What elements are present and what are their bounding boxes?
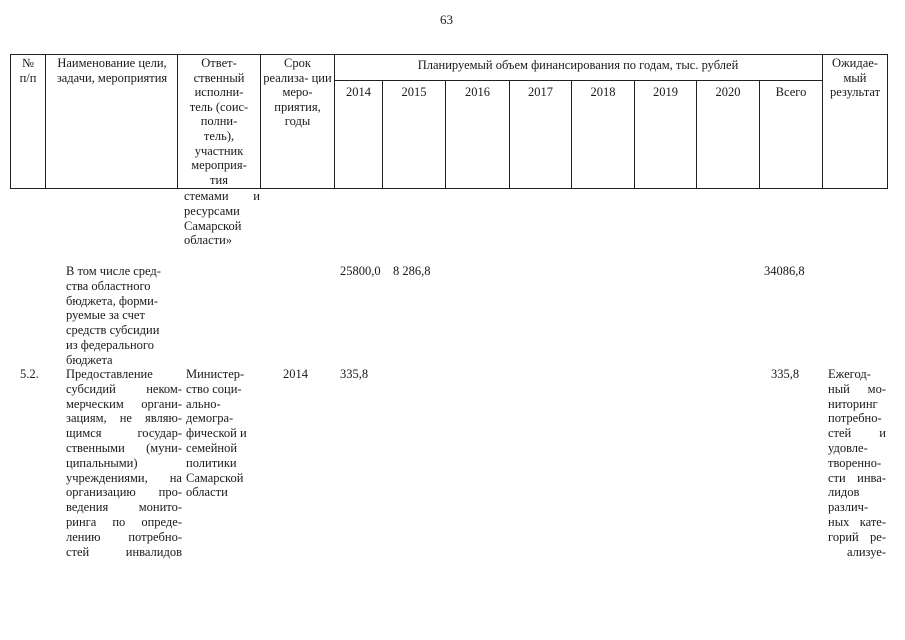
row-5-2-2014: 335,8: [340, 367, 369, 381]
column-divider: [445, 80, 446, 189]
row-federal-2015: 8 286,8: [393, 264, 431, 278]
page-number: 63: [440, 12, 453, 27]
row-5-2-name: Предоставление субсидий неком- мерческим органи- зациям, не являю- щимся государ- ственными (муни- ципальными) учреждениями, на организацию про- ведения монито- ринга по опреде- лению потребно- стей инвалидов: [66, 367, 182, 559]
row-federal-total: 34086,8: [764, 264, 805, 278]
header-year-2014: 2014: [346, 85, 371, 99]
header-bottom-border: [10, 188, 888, 189]
table-header: [10, 54, 888, 190]
column-divider: [177, 54, 178, 189]
header-name: Наименование цели, задачи, мероприятия: [56, 56, 168, 85]
header-financing: Планируемый объем финансирования по годам, тыс. рублей: [417, 58, 739, 72]
column-divider: [10, 54, 11, 189]
header-total: Всего: [775, 85, 807, 99]
years-row-divider: [334, 80, 822, 81]
row-federal-name: В том числе сред- ства областного бюджета, форми- руемые за счет средств субсидии из федерального бюджета: [66, 264, 161, 367]
row-5-2-executor: Министер- ство соци- ально- демогра- фической и семейной политики Самарской области: [186, 367, 247, 500]
row-5-2-term: 2014: [283, 367, 308, 381]
column-divider: [887, 54, 888, 189]
row-5-2-number: 5.2.: [20, 367, 39, 381]
header-year-2019: 2019: [653, 85, 678, 99]
column-divider: [509, 80, 510, 189]
column-divider: [634, 80, 635, 189]
row-federal-2014: 25800,0: [340, 264, 381, 278]
column-divider: [759, 80, 760, 189]
header-term: Срок реализа- ции меро- приятия, годы: [263, 56, 332, 129]
header-result: Ожидае- мый результат: [829, 56, 881, 100]
header-year-2016: 2016: [465, 85, 490, 99]
row-5-2-total: 335,8: [771, 367, 800, 381]
header-year-2018: 2018: [590, 85, 616, 99]
header-year-2015: 2015: [401, 85, 427, 99]
column-divider: [260, 54, 261, 189]
column-divider: [696, 80, 697, 189]
column-divider: [571, 80, 572, 189]
header-year-2020: 2020: [715, 85, 741, 99]
column-divider: [382, 80, 383, 189]
column-divider: [45, 54, 46, 189]
row-5-2-result: Ежегод- ный мо- ниторинг потребно- стей и удовле- творенно- сти инва- лидов различ- ных кате- горий ре- ализуе-: [828, 367, 886, 559]
header-number: № п/п: [19, 56, 37, 85]
column-divider: [334, 54, 335, 189]
header-executor: Ответ- ственный исполни- тель (соис- полни- тель), участник мероприя- тия: [189, 56, 249, 187]
header-year-2017: 2017: [528, 85, 553, 99]
executor-continuation: стемами и ресурсами Самарской области»: [184, 189, 260, 248]
column-divider: [822, 54, 823, 189]
header-top-border: [10, 54, 888, 55]
